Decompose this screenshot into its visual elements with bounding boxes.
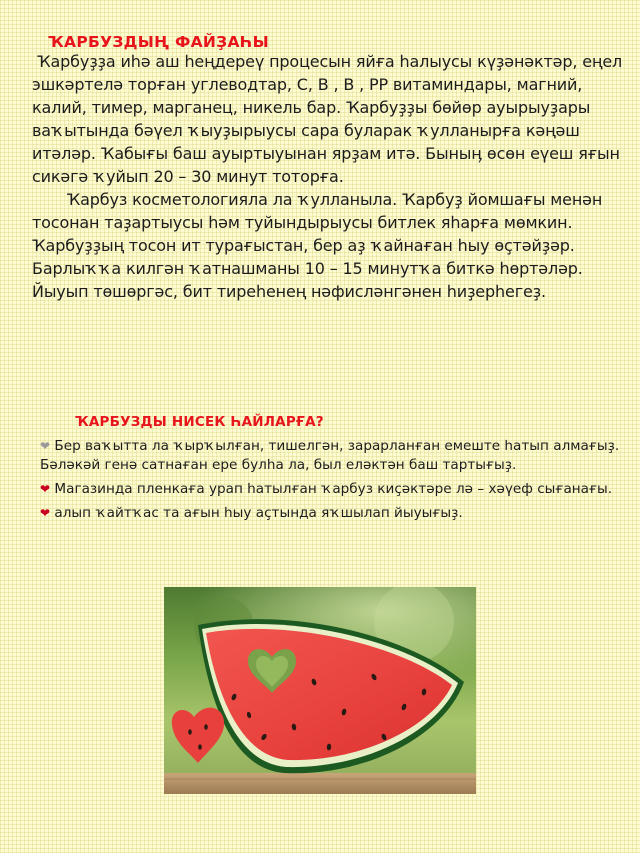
paragraph-benefits-text: Ҡарбуҙҙа иһә аш һеңдереү процесын яйға һалыусы күҙәнәктәр, еңел эшкәртелә торған углеводтар, С, В , В , РР витаминдары, магний, калий, тимер, марганец, никель бар. Ҡарбуҙҙы бөйөр ауырыуҙары ваҡытында бәүел ҡыуҙырыусы сара буларак ҡулланырға кәңәш итәләр. Ҡабығы баш ауыртыуынан ярҙам итә. Быныӊ өсөн еүеш яғын сикәгә ҡуйып 20 – 30 минут тоторға. [32,52,623,186]
list-item [40,504,620,523]
list-item [40,437,620,475]
heart-icon: ❤ [40,506,51,520]
page-title: ҠАРБУЗДЫҢ ФАЙҘАҺЫ [48,33,269,51]
heart-icon: ❤ [40,439,51,453]
section-title-choose: ҠАРБУЗДЫ НИСЕК ҺАЙЛАРҒА? [75,414,324,430]
paragraph-cosmetology-text: Ҡарбуз косметологияла ла ҡулланыла. Ҡарбуҙ йомшағы менән тосонан таҙартыусы һәм туйындырыусы битлек яһарға мөмкин. Ҡарбуҙҙың тосон ит турағыстан, бер аҙ ҡайнаған һыу өҫтәйҙәр. Барлыҡҡа килгән ҡатнашманы 10 – 15 минутҡа биткә һөртәләр. Йыуып төшөргәс, бит тиреһенең нәфисләнгәнен һиҙерһегеҙ. [32,190,603,301]
tip-text: алып ҡайтҡас та ағын һыу аҫтында яҡшылап йыуығыҙ. [54,505,463,521]
paragraph-cosmetology [32,188,628,303]
tip-text: Магазинда пленкаға урап һатылған ҡарбуз киҫәктәре лә – хәүеф сығанағы. [54,481,613,497]
wooden-board [164,773,476,794]
heart-icon: ❤ [40,482,51,496]
list-item [40,480,620,499]
paragraph-benefits [32,50,628,188]
watermelon-photo [164,587,476,794]
body-text [32,50,628,303]
tips-list [40,437,620,528]
tip-text: Бер ваҡытта ла ҡырҡылған, тишелгән, зарарланған емеште һатып алмағыҙ. Бәләкәй генә сатнаған ере булһа ла, был еләктән баш тартығыҙ. [40,438,620,473]
